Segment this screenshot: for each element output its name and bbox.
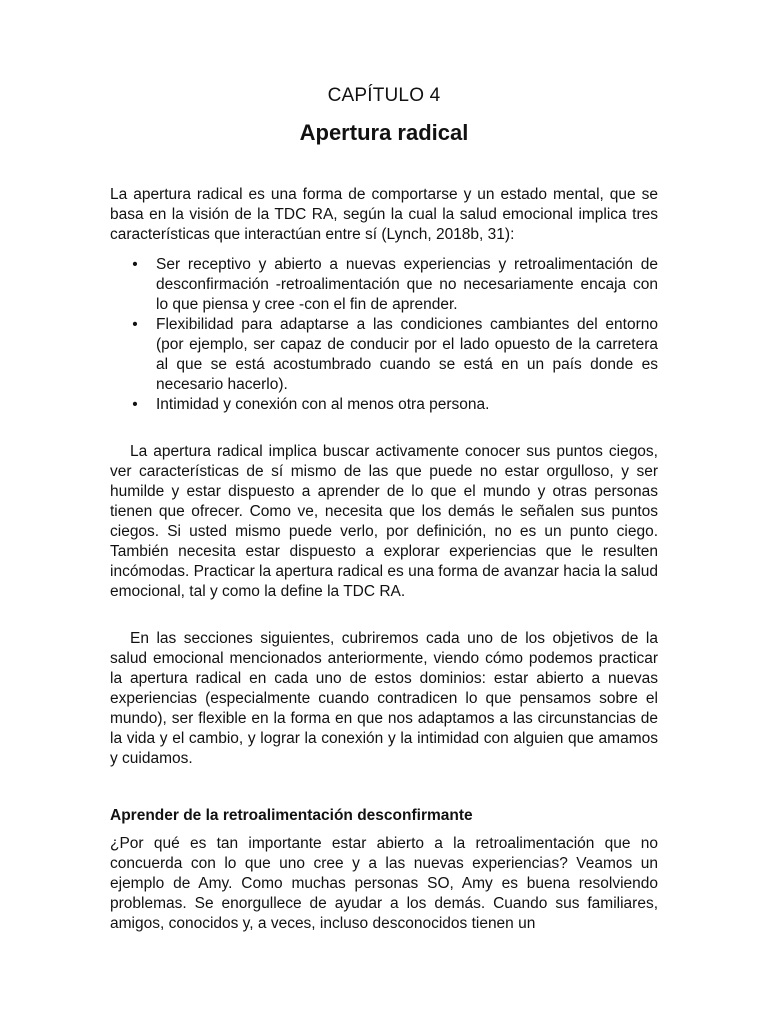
list-item	[110, 395, 658, 415]
radical-openness-paragraph: La apertura radical implica buscar activamente conocer sus puntos ciegos, ver características de sí mismo de las que puede no estar orgulloso, y ser humilde y estar dispuesto a aprender de lo que el mundo y otras personas tienen que ofrecer. Como ve, necesita que los demás le señalen sus puntos ciegos. Si usted mismo puede verlo, por definición, no es un punto ciego. También necesita estar dispuesto a explorar experiencias que le resulten incómodas. Practicar la apertura radical es una forma de avanzar hacia la salud emocional, tal y como la define la TDC RA.	[110, 443, 658, 600]
sections-overview-paragraph: En las secciones siguientes, cubriremos cada uno de los objetivos de la salud emocional mencionados anteriormente, viendo cómo podemos practicar la apertura radical en cada uno de estos dominios: estar abierto a nuevas experiencias (especialmente cuando contradicen lo que pensamos sobre el mundo), ser flexible en la forma en que nos adaptamos a las circunstancias de la vida y el cambio, y lograr la conexión y la intimidad con alguien que amamos y cuidamos.	[110, 630, 658, 767]
list-item	[110, 255, 658, 315]
list-item-text: Ser receptivo y abierto a nuevas experiencias y retroalimentación de desconfirmación -retroalimentación que no necesariamente encaja con lo que piensa y cree -con el fin de aprender.	[156, 256, 658, 313]
chapter-title: Apertura radical	[299, 120, 469, 145]
intro-paragraph: La apertura radical es una forma de comportarse y un estado mental, que se basa en la visión de la TDC RA, según la cual la salud emocional implica tres características que interactúan entre sí (Lynch, 2018b, 31):	[110, 186, 658, 243]
bullet-icon: •	[132, 256, 138, 273]
characteristics-list	[110, 255, 658, 415]
chapter-number: CAPÍTULO 4	[327, 85, 441, 106]
why-paragraph: ¿Por qué es tan importante estar abierto a la retroalimentación que no concuerda con lo que uno cree y a las nuevas experiencias? Veamos un ejemplo de Amy. Como muchas personas SO, Amy es buena resolviendo problemas. Se enorgullece de ayudar a los demás. Cuando sus familiares, amigos, conocidos y, a veces, incluso desconocidos tienen un	[110, 835, 658, 932]
list-item	[110, 315, 658, 395]
bullet-icon: •	[132, 316, 138, 333]
bullet-icon: •	[132, 396, 138, 413]
section-heading: Aprender de la retroalimentación desconfirmante	[110, 807, 473, 824]
list-item-text: Intimidad y conexión con al menos otra persona.	[156, 396, 490, 413]
list-item-text: Flexibilidad para adaptarse a las condiciones cambiantes del entorno (por ejemplo, ser capaz de conducir por el lado opuesto de la carretera al que se está acostumbrado cuando se está en un país donde es necesario hacerlo).	[156, 316, 658, 393]
